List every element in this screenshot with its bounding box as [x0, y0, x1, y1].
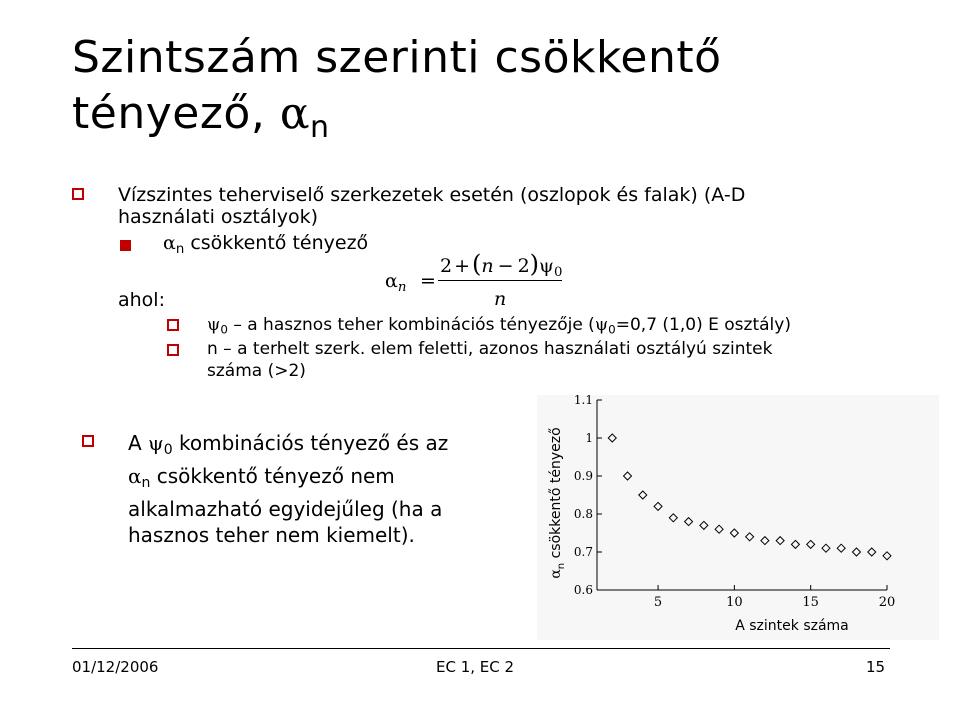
y-axis-label: $\alpha_n$ csökkentő tényező [548, 427, 567, 579]
y-tick-label: 0.7 [573, 545, 593, 559]
y-tick-label: 0.9 [573, 469, 593, 483]
x-axis-label: A szintek száma [735, 618, 849, 634]
formula-equals: = [420, 270, 436, 292]
data-point [822, 544, 830, 552]
y-tick-label: 1.1 [573, 395, 593, 407]
y-tick-label: 0.6 [573, 583, 593, 597]
x-tick-label: 15 [802, 595, 819, 610]
bullet-square-icon [167, 319, 179, 331]
scatter-chart [537, 395, 939, 640]
y-tick-label: 0.8 [573, 507, 593, 521]
footer-date: 01/12/2006 [72, 658, 159, 676]
y-tick-label: 1 [585, 431, 593, 445]
data-point [837, 544, 845, 552]
data-point [883, 552, 891, 560]
data-point [639, 491, 647, 499]
title-line-2: tényező, $\alpha_n$ [72, 88, 330, 145]
data-point [700, 521, 708, 529]
filled-square-icon [120, 240, 131, 251]
data-point [608, 434, 616, 442]
data-point [685, 518, 693, 526]
x-tick-label: 10 [726, 595, 743, 610]
bullet-square-icon [82, 435, 94, 447]
formula-numerator: $2 +(n - 2)\psi_0$ [440, 250, 563, 280]
data-point [654, 502, 662, 510]
bullet-1-text: Vízszintes teherviselő szerkezetek esetén (oszlopok és falak) (A-D használati osztályok) [118, 184, 746, 228]
psi-definition: $\psi_0$ – a hasznos teher kombinációs tényezője ($\psi_0=0,7$ (1,0) E osztály) [207, 315, 791, 337]
footer-rule [72, 648, 890, 649]
footer-page: 15 [866, 658, 886, 676]
formula-lhs: $\alpha_n$ [385, 270, 407, 295]
data-point [715, 525, 723, 533]
n-definition: n – a terhelt szerk. elem feletti, azonos használati osztályú szintek száma (>2) [207, 339, 773, 381]
bullet-square-icon [72, 188, 84, 200]
x-tick-label: 5 [653, 595, 663, 610]
fraction-bar [438, 280, 562, 281]
data-point [761, 537, 769, 545]
data-point [730, 529, 738, 537]
data-point [852, 548, 860, 556]
data-point [868, 548, 876, 556]
data-point [624, 472, 632, 480]
data-point [746, 533, 754, 541]
ahol-label: ahol: [118, 289, 165, 311]
bullet-square-icon [167, 344, 179, 356]
data-point [791, 540, 799, 548]
x-tick-label: 20 [878, 595, 896, 610]
data-point [669, 514, 677, 522]
data-point [807, 540, 815, 548]
footer-center: EC 1, EC 2 [436, 658, 515, 676]
left-note: A $\psi_0$ kombinációs tényező és az $\alpha_n$ csökkentő tényező nem alkalmazható egyidejűleg (ha a hasznos teher nem kiemelt). [128, 431, 449, 548]
data-point [776, 537, 784, 545]
formula-denominator: n [494, 288, 507, 310]
title-line-1: Szintszám szerinti csökkentő [72, 32, 722, 83]
bullet-2-text: $\alpha_n$ csökkentő tényező [163, 232, 369, 257]
page-title [72, 30, 932, 156]
